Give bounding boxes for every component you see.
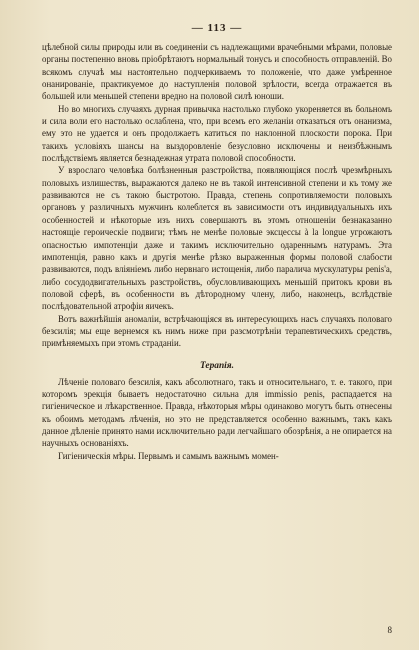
printer-signature-mark: 8 [387, 625, 392, 635]
paragraph-3: У взрослаго человѣка болѣзненныя разстройства, появляющіяся послѣ чрезмѣрныхъ половыхъ излишествъ, выражаются далеко не въ такой интенсивной степени и къ тому же развиваются не съ такою быстротою. Правда, степень сопротивляемости половыхъ органовъ у различныхъ мужчинъ колеблется въ зависимости отъ индивидуальныхъ ихъ особенностей и нѣкоторые изъ нихъ совершаютъ въ этомъ отношеніи безнаказанно настоящіе героическіе подвиги; тѣмъ не менѣе половые эксцессы à la longue угрожаютъ опасностью импотенціи даже и такимъ исключительно одареннымъ натурамъ. Эта импотенція, равно какъ и другія менѣе рѣзко выраженныя формы половой слабости развиваются, подъ вліяніемъ либо нервнаго истощенія, либо паралича мускулатуры penis'а, либо сосудодвигательныхъ разстройствъ, обусловливающихъ меньшій притокъ крови въ половой сферѣ, въ особенности въ дѣтородному члену, либо, наконецъ, вслѣдствіе послѣдовательной атрофіи яичекъ. [42, 165, 392, 312]
therapy-paragraph-2: Гигіеническія мѣры. Первымъ и самымъ важнымъ момен- [58, 450, 279, 461]
section-heading-therapy: Терапія. [200, 360, 234, 371]
paragraph-1: цѣлебной силы природы или въ соединеніи съ надлежащими врачебными мѣрами, половые органы постепенно вновь пріобрѣтаютъ нормальный тонусъ и способность отправленій. Во всякомъ случаѣ мы настоятельно подчеркиваемъ то положеніе, что даже умѣренное онанированіе, практикуемое до наступленія половой зрѣлости, всегда отражается въ большей или меньшей степени вредно на половой силѣ юноши. [42, 42, 392, 102]
paragraph-4: Вотъ важнѣйшія аномаліи, встрѣчающіяся въ интересующихъ насъ случаяхъ половаго безсилія; мы еще вернемся къ нимъ ниже при разсмотрѣніи терапевтическихъ средствъ, примѣняемыхъ при этомъ страданіи. [42, 313, 392, 349]
page-number-header: — 113 — [191, 22, 243, 34]
paragraph-2: Но во многихъ случаяхъ дурная привычка настолько глубоко укореняется въ больномъ и сила воли его настолько ослаблена, что, при всемъ его желаніи отказаться отъ онанизма, ему это не удается и онъ продолжаетъ катиться по наклонной плоскости порока. При такихъ условіяхъ шансы на выздоровленіе безусловно исключены и неизбѣжнымъ послѣдствіемъ является безнадежная утрата половой способности. [42, 103, 392, 164]
therapy-paragraph-1: Лѣченіе половаго безсилія, какъ абсолютнаго, такъ и относительнаго, т. е. такого, при которомъ эрекція бываетъ недостаточно сильна для immissio penis, распадается на гигіеническое и лѣкарственное. Правда, нѣкоторыя мѣры одинаково могутъ быть отнесены къ обоимъ методамъ лѣченія, но это не представляется особенно важнымъ, такъ какъ данное дѣленіе принято нами исключительно ради легчайшаго обозрѣнія, а не опирается на научныхъ основаніяхъ. [42, 376, 392, 449]
